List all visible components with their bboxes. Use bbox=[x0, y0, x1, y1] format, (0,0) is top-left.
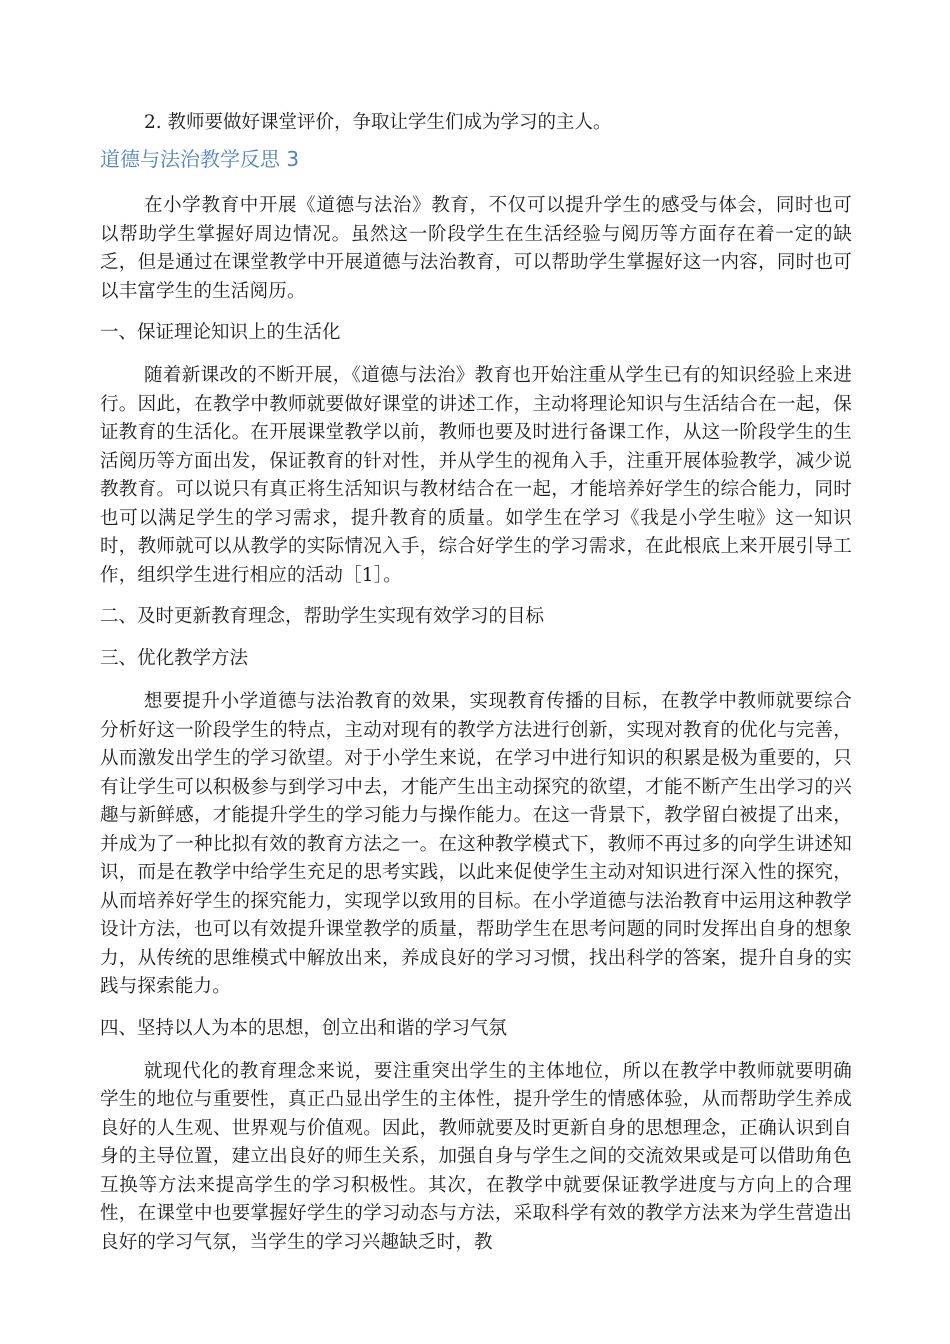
subheading-4: 四、坚持以人为本的思想，创立出和谐的学习气氛 bbox=[100, 1017, 508, 1039]
document-page bbox=[100, 110, 852, 1271]
subheading-1: 一、保证理论知识上的生活化 bbox=[100, 322, 341, 343]
section-heading: 道德与法治教学反思 3 bbox=[100, 147, 300, 171]
subheading-3: 三、优化教学方法 bbox=[100, 648, 249, 669]
paragraph-2: 随着新课改的不断开展，《道德与法治》教育也开始注重从学生已有的知识经验上来进行。因此，在教学中教师就要做好课堂的讲述工作，主动将理论知识与生活结合在一起，保证教育的生活化。在开展课堂教学以前，教师也要及时进行备课工作，从这一阶段学生的生活阅历等方面出发，保证教育的针对性，并从学生的视角入手，注重开展体验教学，减少说教教育。可以说只有真正将生活知识与教材结合在一起，才能培养好学生的综合能力，同时也可以满足学生的学习需求，提升教育的质量。如学生在学习《我是小学生啦》这一知识时，教师就可以从教学的实际情况入手，综合好学生的学习需求，在此根底上来开展引导工作，组织学生进行相应的活动［1］。 bbox=[100, 365, 852, 586]
paragraph-intro: 在小学教育中开展《道德与法治》教育，不仅可以提升学生的感受与体会，同时也可以帮助学生掌握好周边情况。虽然这一阶段学生在生活经验与阅历等方面存在着一定的缺乏，但是通过在课堂教学中开展道德与法治教育，可以帮助学生掌握好这一内容，同时也可以丰富学生的生活阅历。 bbox=[100, 195, 852, 302]
subheading-2: 二、及时更新教育理念，帮助学生实现有效学习的目标 bbox=[100, 606, 545, 627]
list-item-2: 2. 教师要做好课堂评价，争取让学生们成为学习的主人。 bbox=[144, 112, 612, 133]
paragraph-4: 就现代化的教育理念来说，要注重突出学生的主体地位，所以在教学中教师就要明确学生的地位与重要性，真正凸显出学生的主体性，提升学生的情感体验，从而帮助学生养成良好的人生观、世界观与价值观。因此，教师就要及时更新自身的思想理念，正确认识到自身的主导位置，建立出良好的师生关系，加强自身与学生之间的交流效果或是可以借助角色互换等方法来提高学生的学习积极性。其次，在教学中就要保证教学进度与方向上的合理性，在课堂中也要掌握好学生的学习动态与方法，采取科学有效的教学方法来为学生营造出良好的学习气氛，当学生的学习兴趣缺乏时，教 bbox=[100, 1060, 852, 1253]
paragraph-3: 想要提升小学道德与法治教育的效果，实现教育传播的目标，在教学中教师就要综合分析好这一阶段学生的特点，主动对现有的教学方法进行创新，实现对教育的优化与完善，从而激发出学生的学习欲望。对于小学生来说，在学习中进行知识的积累是极为重要的，只有让学生可以积极参与到学习中去，才能产生出主动探究的欲望，才能不断产生出学习的兴趣与新鲜感，才能提升学生的学习能力与操作能力。在这一背景下，教学留白被提了出来，并成为了一种比拟有效的教育方法之一。在这种教学模式下，教师不再过多的向学生讲述知识，而是在教学中给学生充足的思考实践，以此来促使学生主动对知识进行深入性的探究，从而培养好学生的探究能力，实现学以致用的目标。在小学道德与法治教育中运用这种教学设计方法，也可以有效提升课堂教学的质量，帮助学生在思考问题的同时发挥出自身的想象力，从传统的思维模式中解放出来，养成良好的学习习惯，找出科学的答案，提升自身的实践与探索能力。 bbox=[100, 691, 852, 997]
